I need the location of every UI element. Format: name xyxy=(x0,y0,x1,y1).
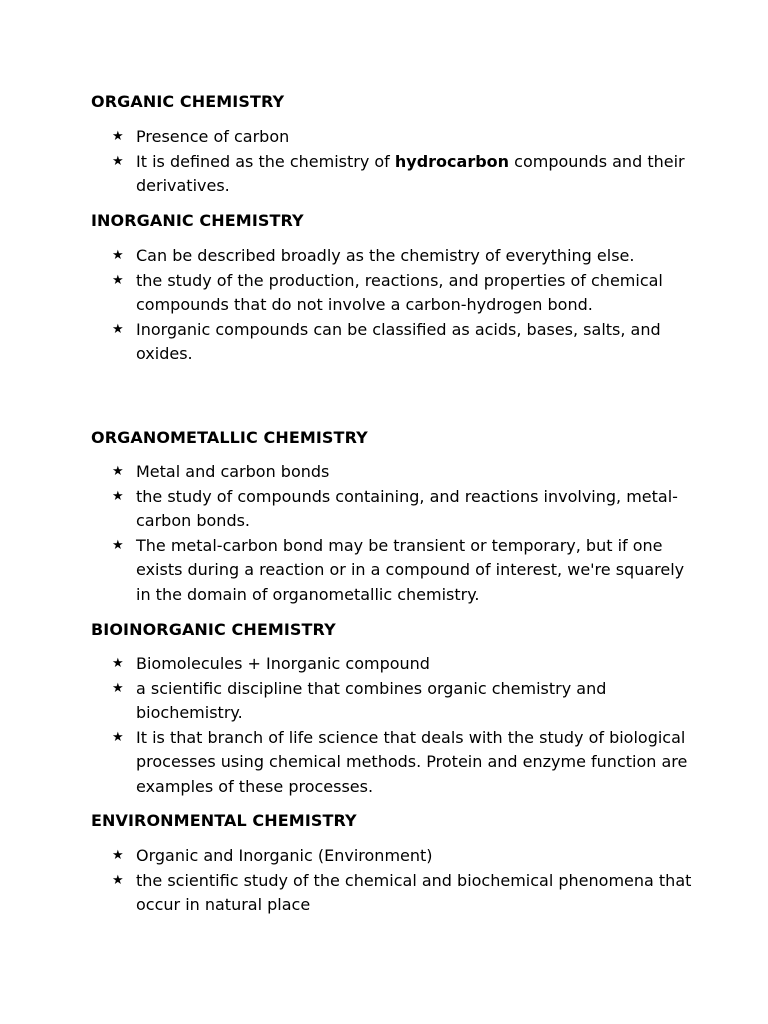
list-item xyxy=(112,534,692,608)
bullet-list-bioinorganic-chemistry xyxy=(112,652,692,799)
black-star-icon: ★ xyxy=(112,848,124,863)
black-star-icon: ★ xyxy=(112,537,124,553)
list-item xyxy=(112,677,692,726)
section-title-inorganic-chemistry: INORGANIC CHEMISTRY xyxy=(91,211,304,230)
bullet-text: the study of the production, reactions, and properties of chemical compounds that do not involve a carbon-hydrogen bond. xyxy=(136,270,663,314)
bullet-text-after: compounds and their derivatives. xyxy=(136,151,685,195)
bullet-list-organometallic-chemistry xyxy=(112,460,692,607)
list-item xyxy=(112,869,692,918)
bullet-list-inorganic-chemistry xyxy=(112,244,692,367)
list-item xyxy=(112,150,692,199)
black-star-icon: ★ xyxy=(112,656,124,671)
bullet-text: Biomolecules + Inorganic compound xyxy=(136,654,430,673)
bullet-text: the scientific study of the chemical and biochemical phenomena that occur in natural place xyxy=(136,870,692,914)
list-item xyxy=(112,460,692,485)
list-item xyxy=(112,844,692,869)
list-item xyxy=(112,125,692,150)
black-star-icon: ★ xyxy=(112,272,124,288)
bullet-text: Inorganic compounds can be classified as acids, bases, salts, and oxides. xyxy=(136,319,661,363)
list-item xyxy=(112,269,692,318)
bullet-text: a scientific discipline that combines organic chemistry and biochemistry. xyxy=(136,678,607,722)
list-item xyxy=(112,318,692,367)
bullet-text: Can be described broadly as the chemistry of everything else. xyxy=(136,246,635,265)
bullet-text xyxy=(136,152,685,196)
list-item xyxy=(112,244,692,269)
section-title-environmental-chemistry: ENVIRONMENTAL CHEMISTRY xyxy=(91,811,357,830)
section-title-organic-chemistry: ORGANIC CHEMISTRY xyxy=(91,92,285,111)
bullet-text: Organic and Inorganic (Environment) xyxy=(136,846,433,865)
black-star-icon: ★ xyxy=(112,872,124,888)
section-title-bioinorganic-chemistry: BIOINORGANIC CHEMISTRY xyxy=(91,620,336,639)
bold-term-hydrocarbon: hydrocarbon xyxy=(394,151,510,171)
bullet-list-environmental-chemistry xyxy=(112,844,692,918)
bullet-text: the study of compounds containing, and reactions involving, metal-carbon bonds. xyxy=(136,486,678,530)
list-item xyxy=(112,485,692,534)
black-star-icon: ★ xyxy=(112,488,124,504)
bullet-text: The metal-carbon bond may be transient or temporary, but if one exists during a reaction or in a compound of interest, we're squarely in the domain of organometallic chemistry. xyxy=(136,535,685,604)
section-title-organometallic-chemistry: ORGANOMETALLIC CHEMISTRY xyxy=(91,428,368,447)
black-star-icon: ★ xyxy=(112,464,124,479)
black-star-icon: ★ xyxy=(112,129,124,144)
bullet-text-before: It is defined as the chemistry of xyxy=(136,151,395,171)
black-star-icon: ★ xyxy=(112,248,124,263)
bullet-text: It is that branch of life science that deals with the study of biological processes using chemical methods. Protein and enzyme function are examples of these processes. xyxy=(136,727,688,796)
list-item xyxy=(112,726,692,800)
bullet-text: Presence of carbon xyxy=(136,127,290,146)
bullet-list-organic-chemistry xyxy=(112,125,692,199)
black-star-icon: ★ xyxy=(112,321,124,337)
black-star-icon: ★ xyxy=(112,680,124,696)
black-star-icon: ★ xyxy=(112,729,124,745)
black-star-icon: ★ xyxy=(112,153,124,169)
bullet-text: Metal and carbon bonds xyxy=(136,462,330,481)
list-item xyxy=(112,652,692,677)
